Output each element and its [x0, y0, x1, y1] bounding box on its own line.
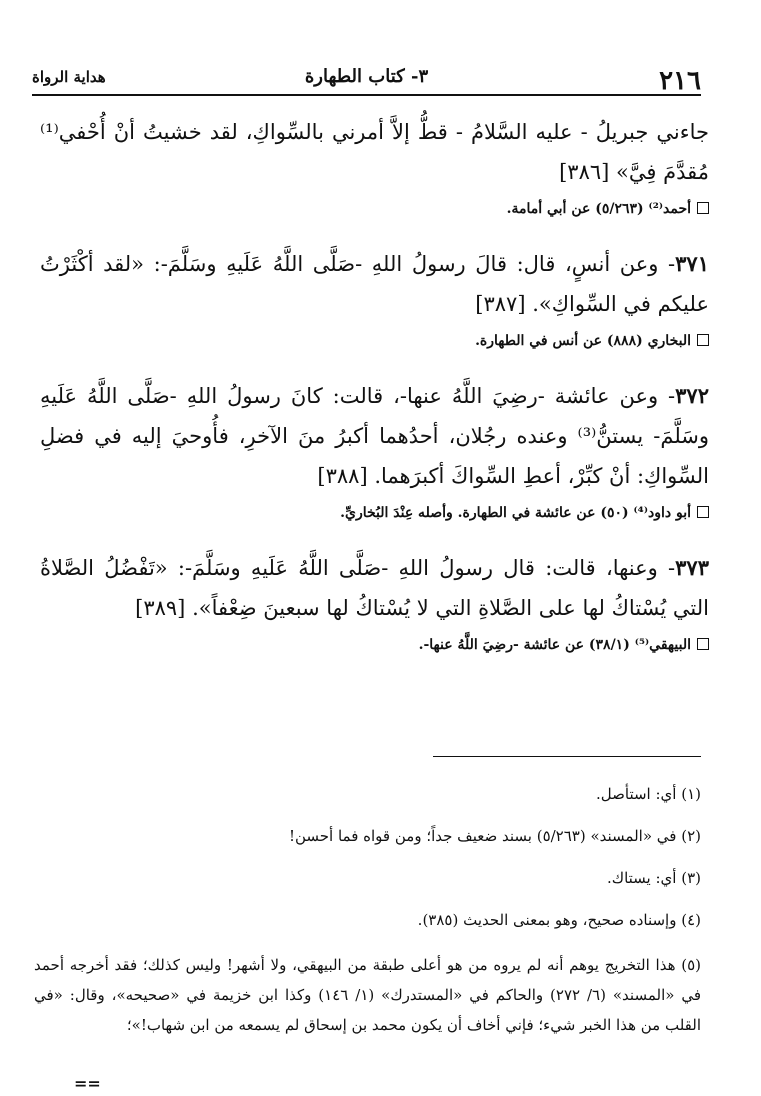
- hadith-source: البخاري (٨٨٨) عن أنس في الطهارة.: [40, 330, 709, 352]
- hadith-entry: [40, 112, 709, 192]
- hadith-number: ٣٧٢: [675, 383, 709, 408]
- hadith-ref: [٣٨٩]: [135, 596, 186, 620]
- footnote: (٥) هذا التخريج يوهم أنه لم يروه من هو أعلى طبقة من البيهقي، ولا أشهر! وليس كذلك؛ فقد أخرجه أحمد في «المسند» (٦/ ٢٧٢) والحاكم في «المستدرك» (١/ ١٤٦) وكذا ابن خزيمة في «صحيحه»، وقال: «في القلب من هذا الخبر شيء؛ فإني أخاف أن يكون محمد بن إسحاق لم يسمعه من ابن شهاب!»؛: [34, 956, 701, 1034]
- hadith-text: - وعن عائشة -رضِيَ اللَّهُ عنها-، قالت: كانَ رسولُ اللهِ -صَلَّى اللَّهُ عَلَيهِ وسَلَّمَ- يستنُّ⁽³⁾ وعنده رجُلان، أحدُهما أكبرُ منَ الآخرِ، فأُوحيَ إليه في فضلِ السِّواكِ: أنْ كبِّرْ، أعطِ السِّواكَ أكبرَهما.: [40, 384, 710, 488]
- continuation-mark: ==: [74, 1074, 101, 1093]
- footnotes: [34, 782, 701, 1040]
- square-bullet-icon: [697, 638, 709, 650]
- hadith-number: ٣٧٣: [675, 555, 709, 580]
- footnote: (١) أي: استأصل.: [596, 785, 701, 803]
- chapter-title: ٣- كتاب الطهارة: [304, 66, 429, 87]
- hadith-ref: [٣٨٦]: [559, 160, 610, 184]
- footnote: (٢) في «المسند» (٥/٢٦٣) بسند ضعيف جداً؛ ومن قواه فما أحسن!: [288, 827, 701, 845]
- hadith-source: أحمد⁽²⁾ (٥/٢٦٣) عن أبي أمامة.: [40, 198, 709, 220]
- square-bullet-icon: [697, 334, 709, 346]
- hadith-text: - وعن أنسٍ، قال: قالَ رسولُ اللهِ -صَلَّى اللَّهُ عَلَيهِ وسَلَّمَ-: «لقد أكْثَرْتُ عليكم في السِّواكِ».: [40, 252, 709, 316]
- page-header: [32, 60, 701, 96]
- hadith-number: ٣٧١: [675, 251, 709, 276]
- footnote: (٣) أي: يستاك.: [606, 869, 701, 887]
- hadith-entry: [40, 548, 709, 628]
- hadith-entry: [40, 244, 709, 324]
- hadith-ref: [٣٨٨]: [317, 464, 368, 488]
- hadith-text: - وعنها، قالت: قال رسولُ اللهِ -صَلَّى اللَّهُ عَلَيهِ وسَلَّمَ-: «تَفْضُلُ الصَّلاةُ التي يُسْتاكُ لها على الصَّلاةِ التي لا يُسْتاكُ لها سبعينَ ضِعْفاً».: [40, 556, 709, 620]
- footnote: (٤) وإسناده صحيح، وهو بمعنى الحديث (٣٨٥).: [417, 911, 701, 929]
- hadith-entry: [40, 376, 709, 496]
- square-bullet-icon: [697, 202, 709, 214]
- hadith-text: جاءني جبريلُ - عليه السَّلامُ - قطُّ إلاَّ أمرني بالسِّواكِ، لقد خشيتُ أنْ أُحْفي⁽¹⁾ مُقدَّمَ فِيَّ»: [40, 120, 709, 184]
- hadith-source: البيهقي⁽⁵⁾ (٣٨/١) عن عائشة -رضِيَ اللَّهُ عنها-.: [40, 634, 709, 656]
- page-number: ٢١٦: [659, 66, 701, 96]
- footnote-divider: [433, 756, 701, 757]
- hadith-source: أبو داود⁽⁴⁾ (٥٠) عن عائشة في الطهارة. وأصله عِنْدَ البُخاريِّ.: [40, 502, 709, 524]
- book-title: هداية الرواة: [32, 68, 106, 86]
- square-bullet-icon: [697, 506, 709, 518]
- hadith-ref: [٣٨٧]: [475, 292, 526, 316]
- main-text: [40, 112, 709, 680]
